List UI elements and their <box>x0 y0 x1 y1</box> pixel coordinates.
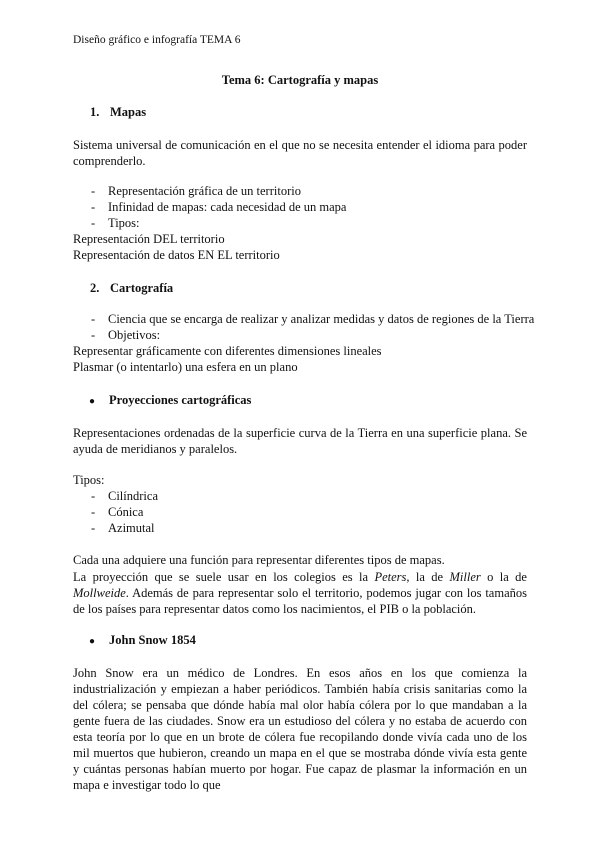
text-line: Representación de datos EN EL territorio <box>73 248 280 262</box>
list-item-text: Infinidad de mapas: cada necesidad de un mapa <box>108 200 347 214</box>
document-title: Tema 6: Cartografía y mapas <box>221 73 379 87</box>
list-item-text: Cilíndrica <box>108 489 158 503</box>
section-heading-text: Cartografía <box>110 281 174 295</box>
paragraph-proyecciones-uso <box>73 569 527 617</box>
section-heading-proyecciones <box>89 393 251 408</box>
text-run: La proyección que se suele usar en los colegios es la <box>73 570 375 584</box>
text-line: Plasmar (o intentarlo) una esfera en un plano <box>73 360 298 374</box>
list-item-text: Representación gráfica de un territorio <box>108 184 301 198</box>
section-heading-mapas <box>90 105 146 120</box>
text-line: Representar gráficamente con diferentes dimensiones lineales <box>73 344 382 358</box>
list-item-text: Tipos: <box>108 216 140 230</box>
list-item: - Ciencia que se encarga de realizar y analizar medidas y datos de regiones de la Tierra <box>91 312 535 326</box>
section-number: 1. <box>90 105 100 119</box>
list-item: - Infinidad de mapas: cada necesidad de un mapa <box>91 200 347 214</box>
text-line: Representación DEL territorio <box>73 232 225 246</box>
page-header: Diseño gráfico e infografía TEMA 6 <box>73 34 241 46</box>
section-heading-text: Mapas <box>110 105 147 119</box>
list-item: - Cónica <box>91 505 144 519</box>
paragraph-intro-mapas: Sistema universal de comunicación en el que no se necesita entender el idioma para poder comprenderlo. <box>73 138 527 168</box>
list-item-text: Azimutal <box>108 521 155 535</box>
text-run-italic: Miller <box>449 570 481 584</box>
bullet-icon: ● <box>89 396 96 407</box>
list-item: - Cilíndrica <box>91 489 158 503</box>
list-item-text: Ciencia que se encarga de realizar y analizar medidas y datos de regiones de la Tierra <box>108 312 535 326</box>
paragraph-intro-proyecciones: Representaciones ordenadas de la superficie curva de la Tierra en una superficie plana. Se ayuda de meridianos y paralelos. <box>73 426 527 456</box>
section-heading-john-snow <box>89 633 196 648</box>
text-run-italic: Mollweide <box>73 586 126 600</box>
text-run: o la de <box>480 570 527 584</box>
text-run: , la de <box>406 570 450 584</box>
list-item-text: Cónica <box>108 505 144 519</box>
section-number: 2. <box>90 281 100 295</box>
text-line: Cada una adquiere una función para representar diferentes tipos de mapas. <box>73 553 445 567</box>
list-item: - Tipos: <box>91 216 140 230</box>
list-item: - Representación gráfica de un territorio <box>91 184 301 198</box>
text-run-italic: Peters <box>374 570 407 584</box>
list-item: - Azimutal <box>91 521 155 535</box>
list-item: - Objetivos: <box>91 328 161 342</box>
bullet-icon: ● <box>89 636 96 647</box>
list-item-text: Objetivos: <box>108 328 161 342</box>
section-heading-text: John Snow 1854 <box>109 633 196 647</box>
paragraph-john-snow: John Snow era un médico de Londres. En esos años en los que comienza la industrialización y empiezan a haber periódicos. También había crisis sanitarias como la del cólera; se pensaba que dónde había mal olor había cólera por lo que mandaban a la gente fuera de las ciudades. Snow era un estudioso del cólera y no estaba de acuerdo con esta teoría por lo que en un brote de cólera fue recopilando donde vivía cada uno de los mil muertos que hubieron, creando un mapa en el que se mostraba dónde vivía esta gente y cuántas personas habían muerto por hogar. Fue capaz de plasmar la información en un mapa e investigar todo lo que <box>73 666 527 792</box>
section-heading-cartografia <box>90 281 173 296</box>
section-heading-text: Proyecciones cartográficas <box>109 393 252 407</box>
text-line: Tipos: <box>73 473 105 487</box>
text-run: . Además de para representar solo el territorio, podemos jugar con los tamaños de los países para representar datos como los nacimientos, el PIB o la población. <box>73 586 527 616</box>
